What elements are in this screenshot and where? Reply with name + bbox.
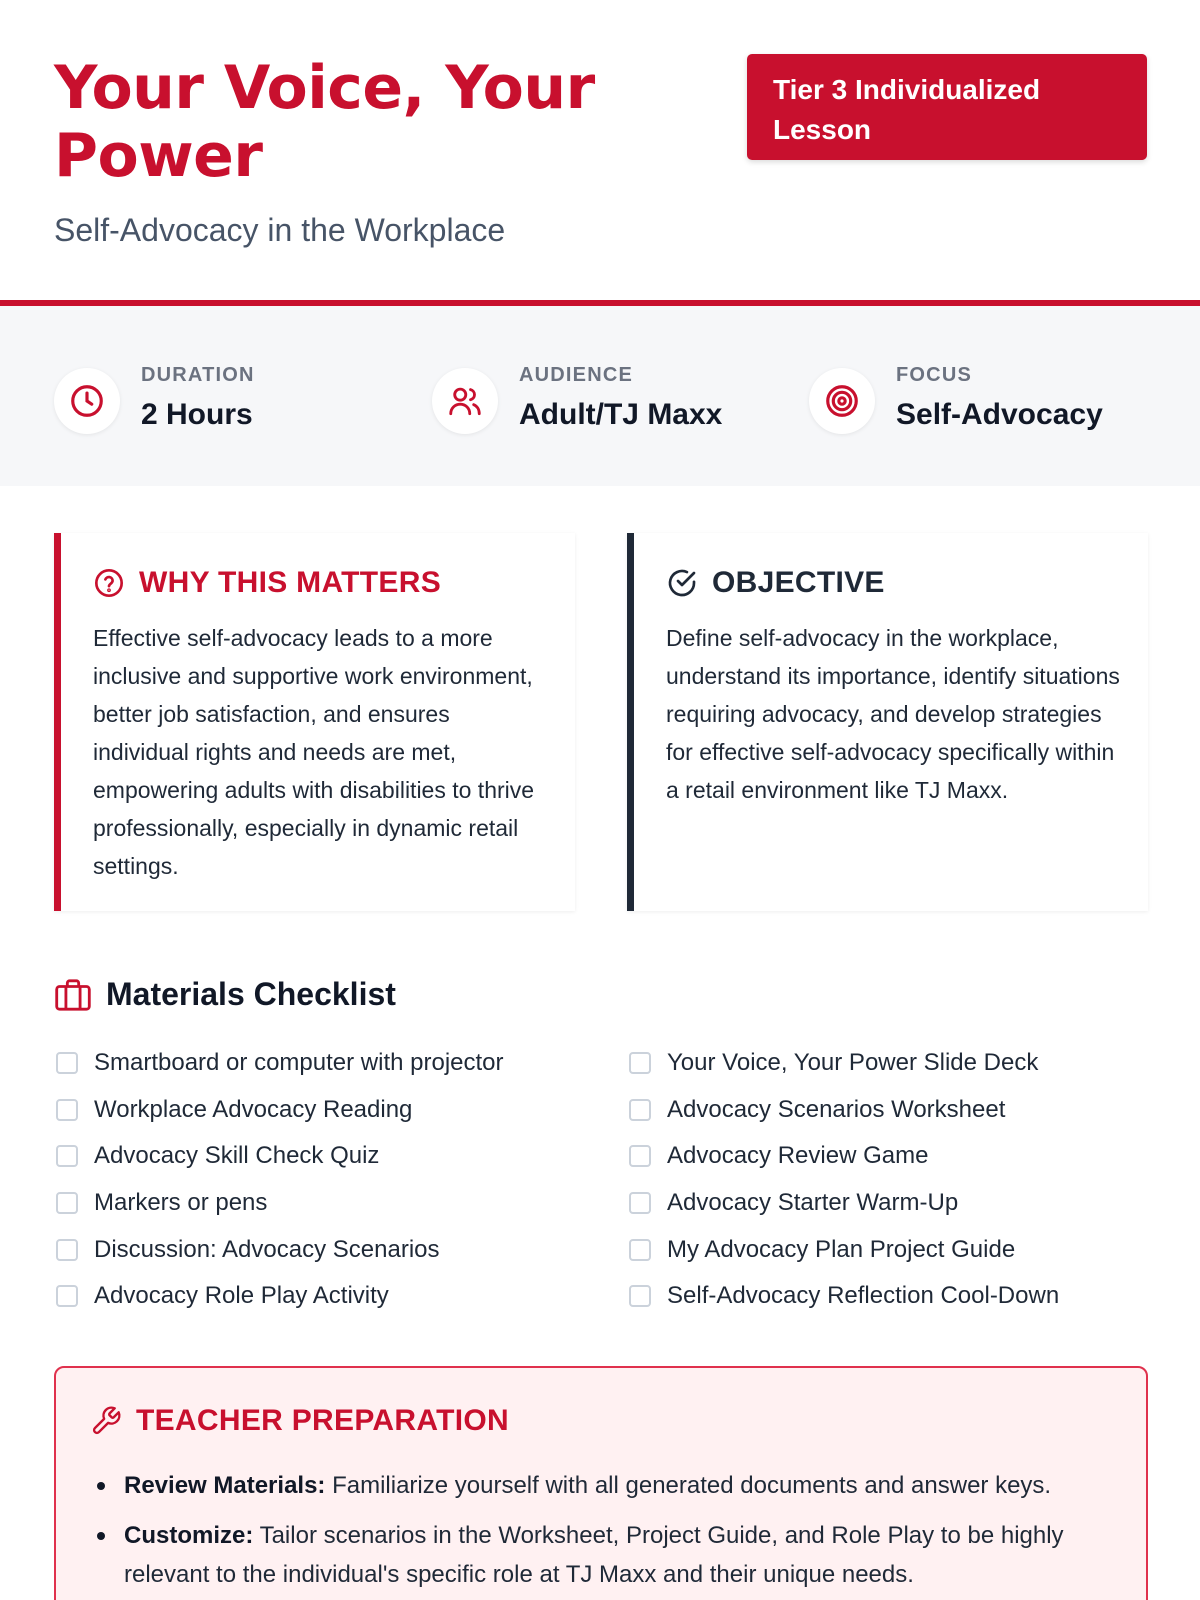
wrench-icon — [90, 1405, 122, 1437]
meta-value: Adult/TJ Maxx — [519, 398, 723, 431]
material-item[interactable] — [56, 1273, 504, 1320]
checkbox[interactable] — [629, 1192, 651, 1214]
meta-label: DURATION — [141, 364, 255, 386]
material-item[interactable] — [629, 1087, 1059, 1134]
checkbox[interactable] — [629, 1285, 651, 1307]
checkbox[interactable] — [56, 1145, 78, 1167]
prep-item-label: Customize: — [124, 1522, 254, 1549]
page-title: Your Voice, Your Power — [54, 53, 595, 191]
checkbox[interactable] — [56, 1192, 78, 1214]
material-item[interactable] — [629, 1180, 1059, 1227]
prep-list — [90, 1466, 1112, 1594]
why-this-matters-card — [54, 533, 575, 911]
meta-value: 2 Hours — [141, 398, 253, 431]
material-item[interactable] — [629, 1040, 1059, 1087]
meta-label: FOCUS — [896, 364, 972, 386]
material-label: Advocacy Skill Check Quiz — [94, 1142, 380, 1170]
checkbox[interactable] — [629, 1145, 651, 1167]
material-label: Advocacy Starter Warm-Up — [667, 1189, 959, 1217]
prep-item-text: Tailor scenarios in the Worksheet, Project Guide, and Role Play to be highly relevant to the individual's specific role at TJ Maxx and their unique needs. — [124, 1522, 1064, 1588]
materials-section — [54, 976, 1148, 1013]
material-label: Your Voice, Your Power Slide Deck — [667, 1049, 1039, 1077]
material-item[interactable] — [56, 1226, 504, 1273]
lesson-meta-band — [0, 306, 1200, 486]
prep-item — [90, 1516, 1112, 1594]
materials-header — [54, 976, 1148, 1013]
material-label: Advocacy Review Game — [667, 1142, 929, 1170]
users-icon — [432, 368, 498, 434]
material-item[interactable] — [629, 1133, 1059, 1180]
tier-badge: Tier 3 Individualized Lesson — [747, 54, 1147, 160]
materials-list-right — [629, 1040, 1059, 1320]
material-label: My Advocacy Plan Project Guide — [667, 1235, 1016, 1263]
prep-item — [90, 1466, 1112, 1505]
material-item[interactable] — [629, 1273, 1059, 1320]
material-label: Workplace Advocacy Reading — [94, 1095, 413, 1123]
checkbox[interactable] — [56, 1099, 78, 1121]
material-item[interactable] — [56, 1087, 504, 1134]
checkbox[interactable] — [629, 1052, 651, 1074]
materials-title: Materials Checklist — [106, 976, 396, 1012]
target-icon — [809, 368, 875, 434]
material-label: Discussion: Advocacy Scenarios — [94, 1235, 440, 1263]
checkbox[interactable] — [56, 1239, 78, 1261]
briefcase-icon — [54, 978, 92, 1012]
checkbox[interactable] — [56, 1285, 78, 1307]
material-label: Advocacy Role Play Activity — [94, 1282, 389, 1310]
material-label: Advocacy Scenarios Worksheet — [667, 1095, 1006, 1123]
clock-icon — [54, 368, 120, 434]
prep-item-text: Familiarize yourself with all generated documents and answer keys. — [325, 1472, 1052, 1499]
teacher-preparation-box — [54, 1366, 1148, 1600]
material-item[interactable] — [56, 1180, 504, 1227]
card-title: WHY THIS MATTERS — [139, 566, 442, 599]
card-title: OBJECTIVE — [712, 566, 885, 599]
material-item[interactable] — [629, 1226, 1059, 1273]
material-label: Markers or pens — [94, 1189, 268, 1217]
material-item[interactable] — [56, 1133, 504, 1180]
header — [0, 0, 1200, 300]
checkbox[interactable] — [629, 1239, 651, 1261]
materials-list-left — [56, 1040, 504, 1320]
checkbox[interactable] — [629, 1099, 651, 1121]
info-cards — [0, 486, 1200, 916]
check-circle-icon — [666, 567, 698, 599]
material-label: Self-Advocacy Reflection Cool-Down — [667, 1282, 1060, 1310]
question-circle-icon — [93, 567, 125, 599]
meta-value: Self-Advocacy — [896, 398, 1103, 431]
prep-header — [90, 1404, 1112, 1438]
page-subtitle: Self-Advocacy in the Workplace — [54, 212, 506, 248]
meta-label: AUDIENCE — [519, 364, 634, 386]
material-label: Smartboard or computer with projector — [94, 1049, 504, 1077]
objective-card — [627, 533, 1148, 911]
material-item[interactable] — [56, 1040, 504, 1087]
prep-item-label: Review Materials: — [124, 1472, 326, 1499]
card-body: Effective self-advocacy leads to a more inclusive and supportive work environment, better job satisfaction, and ensures individual rights and needs are met, empowering adults with disabilities to thrive professionally, especially in dynamic retail settings. — [93, 625, 535, 879]
checkbox[interactable] — [56, 1052, 78, 1074]
prep-title: TEACHER PREPARATION — [136, 1404, 509, 1437]
card-body: Define self-advocacy in the workplace, understand its importance, identify situations requiring advocacy, and develop strategies for effective self-advocacy specifically within a retail environment like TJ Maxx. — [666, 625, 1120, 803]
